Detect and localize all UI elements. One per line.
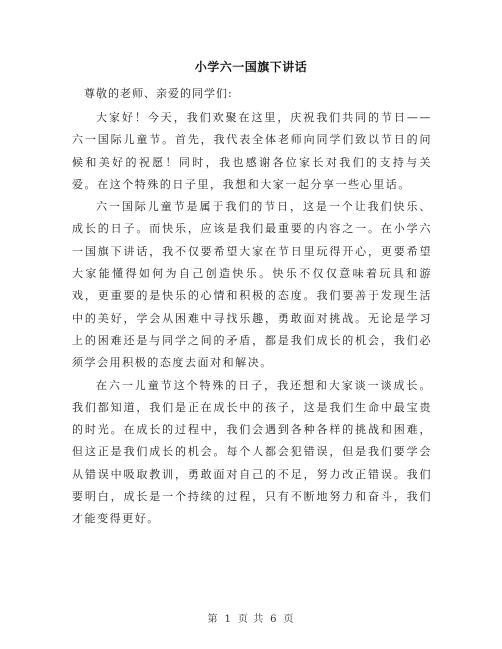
paragraph: 六一国际儿童节是属于我们的节日，这是一个让我们快乐、成长的日子。而快乐，应该是我们最重要的内容之一。在小学六一国旗下讲话，我不仅要希望大家在节日里玩得开心，更要希望大家能懂得如何为自己创造快乐。快乐不仅仅意味着玩具和游戏，更重要的是快乐的心情和积极的态度。我们要善于发现生活中的美好，学会从困难中寻找乐趣，勇敢面对挑战。无论是学习上的困难还是与同学之间的矛盾，都是我们成长的机会，我们必须学会用积极的态度去面对和解决。	[72, 200, 432, 370]
footer-mid: 页 共	[237, 614, 265, 625]
salutation: 尊敬的老师、亲爱的同学们:	[84, 87, 233, 100]
footer-suffix: 页	[283, 614, 295, 625]
document-title: 小学六一国旗下讲话	[194, 60, 308, 74]
page-total: 6	[270, 614, 278, 625]
paragraph: 大家好！今天，我们欢聚在这里，庆祝我们共同的节日——六一国际儿童节。首先，我代表全体老师向同学们致以节日的问候和美好的祝愿！同时，我也感谢各位家长对我们的支持与关爱。在这个特殊的日子里，我想和大家一起分享一些心里话。	[72, 111, 432, 191]
footer-prefix: 第	[207, 614, 219, 625]
speech-body	[72, 107, 432, 531]
page-footer	[0, 610, 502, 625]
paragraph: 在六一儿童节这个特殊的日子，我还想和大家谈一谈成长。我们都知道，我们是正在成长中的孩子，这是我们生命中最宝贵的时光。在成长的过程中，我们会遇到各种各样的挑战和困难，但这正是我们成长的机会。每个人都会犯错误，但是我们要学会从错误中吸取教训，勇敢面对自己的不足，努力改正错误。我们要明白，成长是一个持续的过程，只有不断地努力和奋斗，我们才能变得更好。	[72, 378, 432, 526]
page-number: 1	[224, 614, 232, 625]
